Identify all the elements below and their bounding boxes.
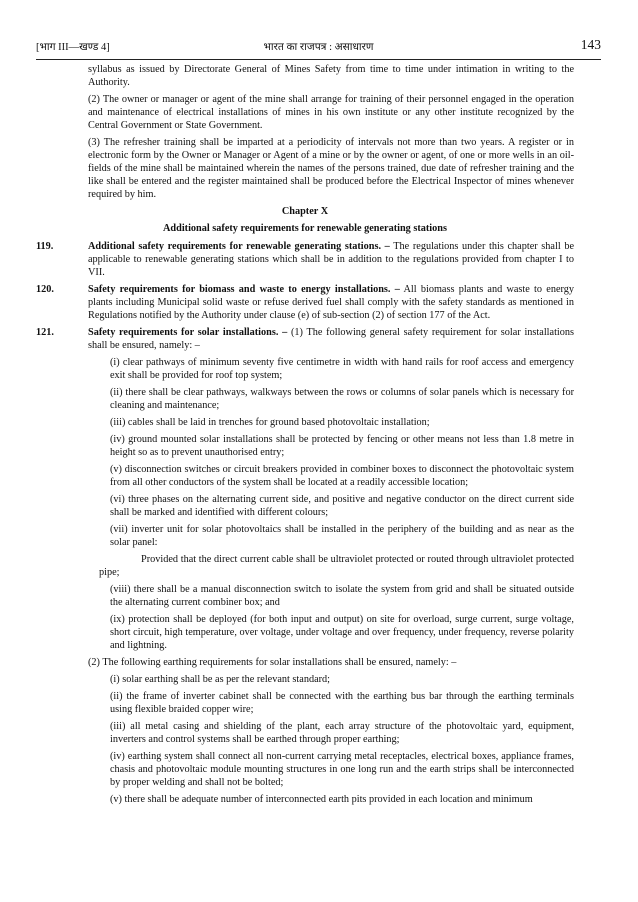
section-title: Safety requirements for biomass and waste to energy installations. –	[88, 284, 400, 295]
list-item: (ix) protection shall be deployed (for both input and output) on site for overload, surge current, surge voltage, short circuit, high temperature, over voltage, under voltage and over frequency, under frequency, reverse polarity and lightning.	[110, 614, 574, 651]
list-item: (iii) cables shall be laid in trenches for ground based photovoltaic installation;	[110, 417, 430, 428]
list-item: (iii) all metal casing and shielding of the plant, each array structure of the photovoltaic yard, equipment, inverters and control systems shall be earthed through proper earthing;	[110, 721, 574, 745]
proviso: Provided that the direct current cable shall be ultraviolet protected or routed through ultraviolet protected pipe;	[99, 554, 574, 578]
section-text: The regulations under this chapter shall be applicable to renewable generating stations which shall be in addition to the regulations provided from chapter I to VII.	[88, 241, 574, 278]
section-title: Additional safety requirements for renewable generating stations. –	[88, 241, 390, 252]
page-number: 143	[580, 37, 601, 52]
paragraph-3: (3) The refresher training shall be imparted at a periodicity of intervals not more than two years. A register or in electronic form by the Owner or Manager or Agent of a mine or by the owner or agent, of one or more wells in an oil-fields of the mine shall be maintained wherein the names of the persons trained, due date of refresher training and the like shall be entered and the register maintained shall be produced before the Electrical Inspector of mines whenever required by him.	[88, 137, 574, 200]
list-item: (vii) inverter unit for solar photovoltaics shall be installed in the periphery of the building and as near as the solar panel:	[110, 524, 574, 548]
list-item: (ii) there shall be clear pathways, walkways between the rows or columns of solar panels which is necessary for cleaning and maintenance;	[110, 387, 574, 411]
section-number: 120.	[36, 284, 54, 295]
paragraph-intro: syllabus as issued by Directorate General of Mines Safety from time to time under intimation in writing to the Authority.	[88, 64, 574, 88]
chapter-subtitle: Additional safety requirements for renewable generating stations	[163, 223, 447, 234]
header-part-label: [भाग III—खण्ड 4]	[36, 42, 110, 53]
section-title: Safety requirements for solar installations. –	[88, 327, 288, 338]
list-item: (v) disconnection switches or circuit breakers provided in combiner boxes to disconnect the photovoltaic system from all other conductors of the system shall be located at a readily accessible location;	[110, 464, 574, 488]
section-120	[36, 283, 574, 322]
section-text: (1) The following general safety requirement for solar installations shall be ensured, namely: –	[88, 327, 574, 351]
list-item: (i) clear pathways of minimum seventy five centimetre in width with hand rails for roof access and emergency exit shall be provided for roof top system;	[110, 357, 574, 381]
list-item: (viii) there shall be a manual disconnection switch to isolate the system from grid and shall be situated outside the alternating current combiner box; and	[110, 584, 574, 608]
chapter-title: Chapter X	[281, 206, 329, 217]
section-121	[36, 326, 574, 352]
subsection-2: (2) The following earthing requirements for solar installations shall be ensured, namely: –	[88, 657, 457, 668]
section-119	[36, 240, 574, 279]
page-header	[36, 37, 601, 57]
list-item: (vi) three phases on the alternating current side, and positive and negative conductor on the direct current side shall be marked and identified with different colours;	[110, 494, 574, 518]
header-gazette-title: भारत का राजपत्र : असाधारण	[263, 42, 374, 53]
header-divider	[36, 59, 601, 60]
document-body	[36, 63, 574, 810]
paragraph-2: (2) The owner or manager or agent of the mine shall arrange for training of their personnel engaged in the operation and maintenance of electrical installations of mines in his own institute or any other institute recognized by the Central Government or State Government.	[88, 94, 574, 131]
section-number: 121.	[36, 327, 54, 338]
section-number: 119.	[36, 241, 54, 252]
list-item: (v) there shall be adequate number of interconnected earth pits provided in each location and minimum	[110, 794, 533, 805]
list-item: (ii) the frame of inverter cabinet shall be connected with the earthing bus bar through the earthing terminals using flexible braided copper wire;	[110, 691, 574, 715]
list-item: (i) solar earthing shall be as per the relevant standard;	[110, 674, 331, 685]
list-item: (iv) ground mounted solar installations shall be protected by fencing or other means not less than 1.8 metre in height so as to prevent unauthorised entry;	[110, 434, 574, 458]
section-text: All biomass plants and waste to energy plants including Municipal solid waste or refuse derived fuel shall comply with the safety standards as mentioned in Regulations notified by the Authority under clause (e) of sub-section (2) of section 177 of the Act.	[88, 284, 574, 321]
list-item: (iv) earthing system shall connect all non-current carrying metal receptacles, electrical boxes, appliance frames, chasis and photovoltaic module mounting structures in one long run and the earth strips shall be interconnected by proper welding and shall not be bolted;	[110, 751, 574, 788]
